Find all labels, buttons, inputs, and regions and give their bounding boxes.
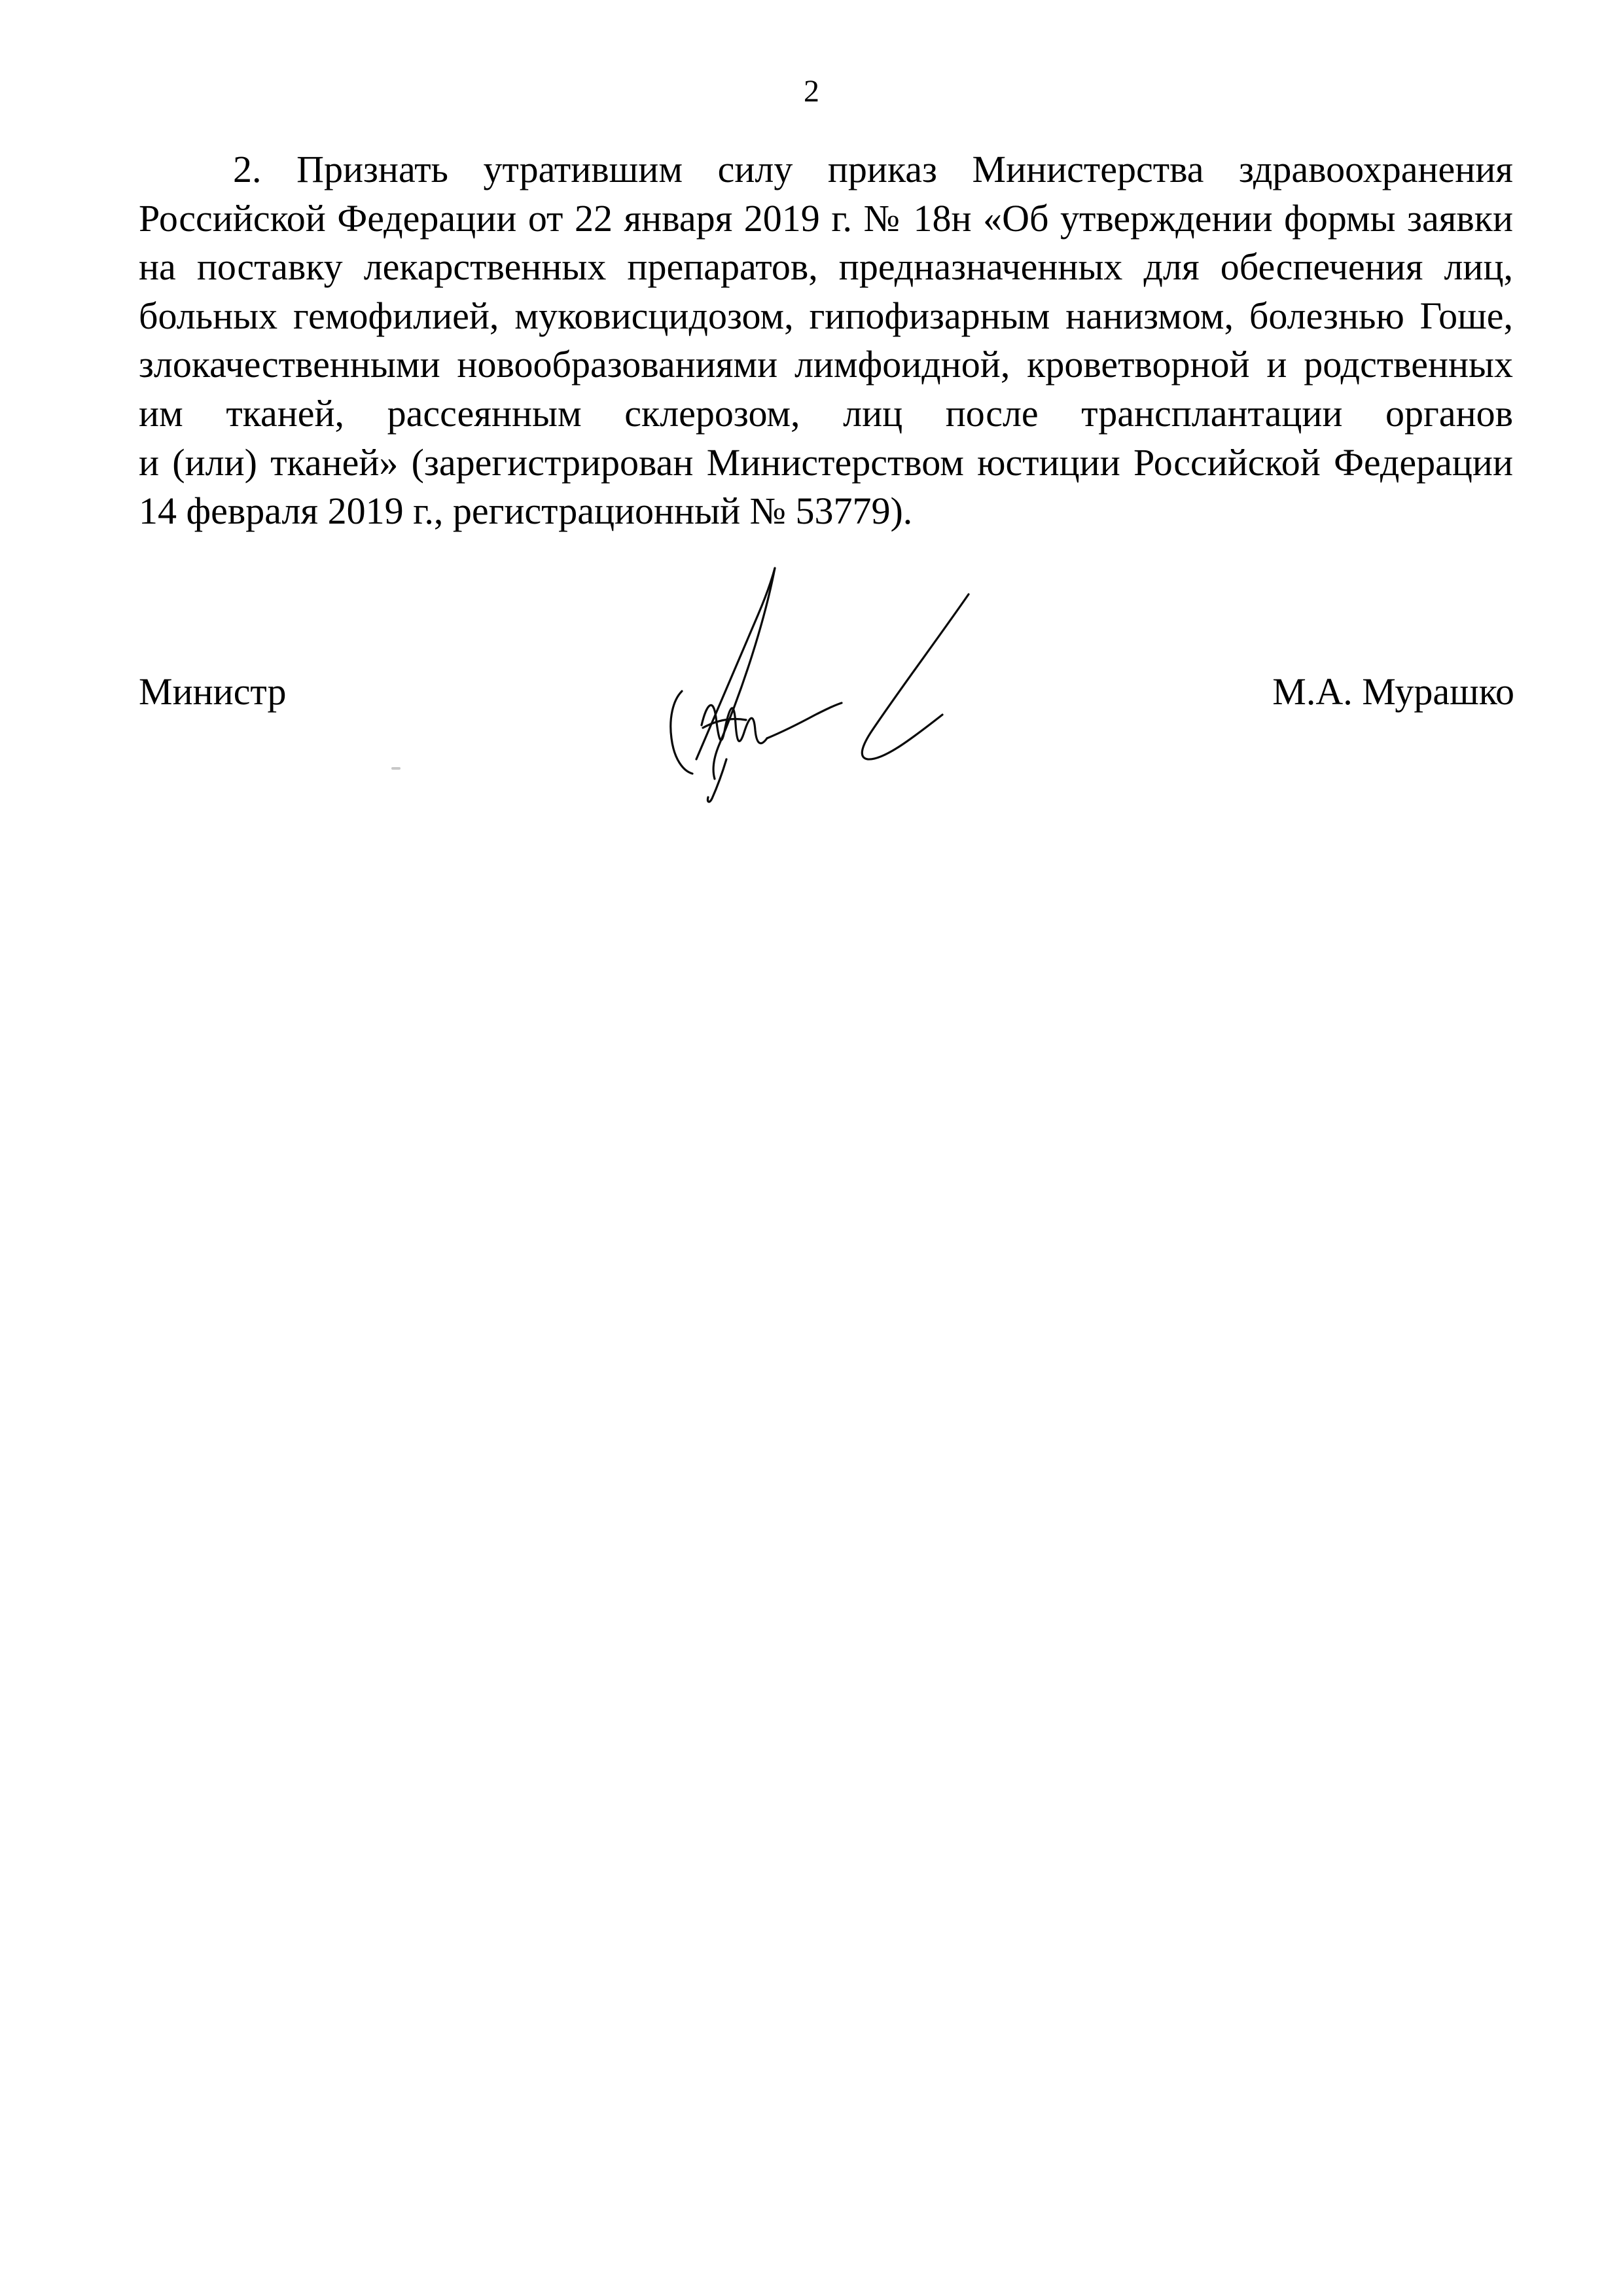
paragraph-line: 14 февраля 2019 г., регистрационный № 53779). <box>139 490 913 533</box>
paragraph-line: на поставку лекарственных препаратов, предназначенных для обеспечения лиц, <box>139 245 1513 289</box>
paragraph-line: больных гемофилией, муковисцидозом, гипофизарным нанизмом, болезнью Гоше, <box>139 294 1513 337</box>
paragraph-line: Российской Федерации от 22 января 2019 г. № 18н «Об утверждении формы заявки <box>139 196 1513 240</box>
signature-stroke <box>862 594 969 759</box>
handwritten-signature-icon <box>654 563 995 838</box>
scan-artifact <box>391 767 401 770</box>
paragraph-line: 2. Признать утратившим силу приказ Министерства здравоохранения <box>233 148 1513 190</box>
paragraph-line: злокачественными новообразованиями лимфоидной, кроветворной и родственных <box>139 343 1513 386</box>
paragraph-clause-2 <box>139 145 1513 536</box>
signature-stroke <box>671 691 692 774</box>
signature-stroke <box>767 703 842 738</box>
signatory-name: М.А. Мурашко <box>1272 670 1514 713</box>
paragraph-line: им тканей, рассеянным склерозом, лиц после трансплантации органов <box>139 391 1513 435</box>
paragraph-line: и (или) тканей» (зарегистрирован Министерством юстиции Российской Федерации <box>139 440 1513 484</box>
page-number: 2 <box>804 74 819 109</box>
signature-stroke <box>713 568 775 779</box>
signature-stroke <box>707 759 726 802</box>
signatory-title: Министр <box>139 670 287 713</box>
